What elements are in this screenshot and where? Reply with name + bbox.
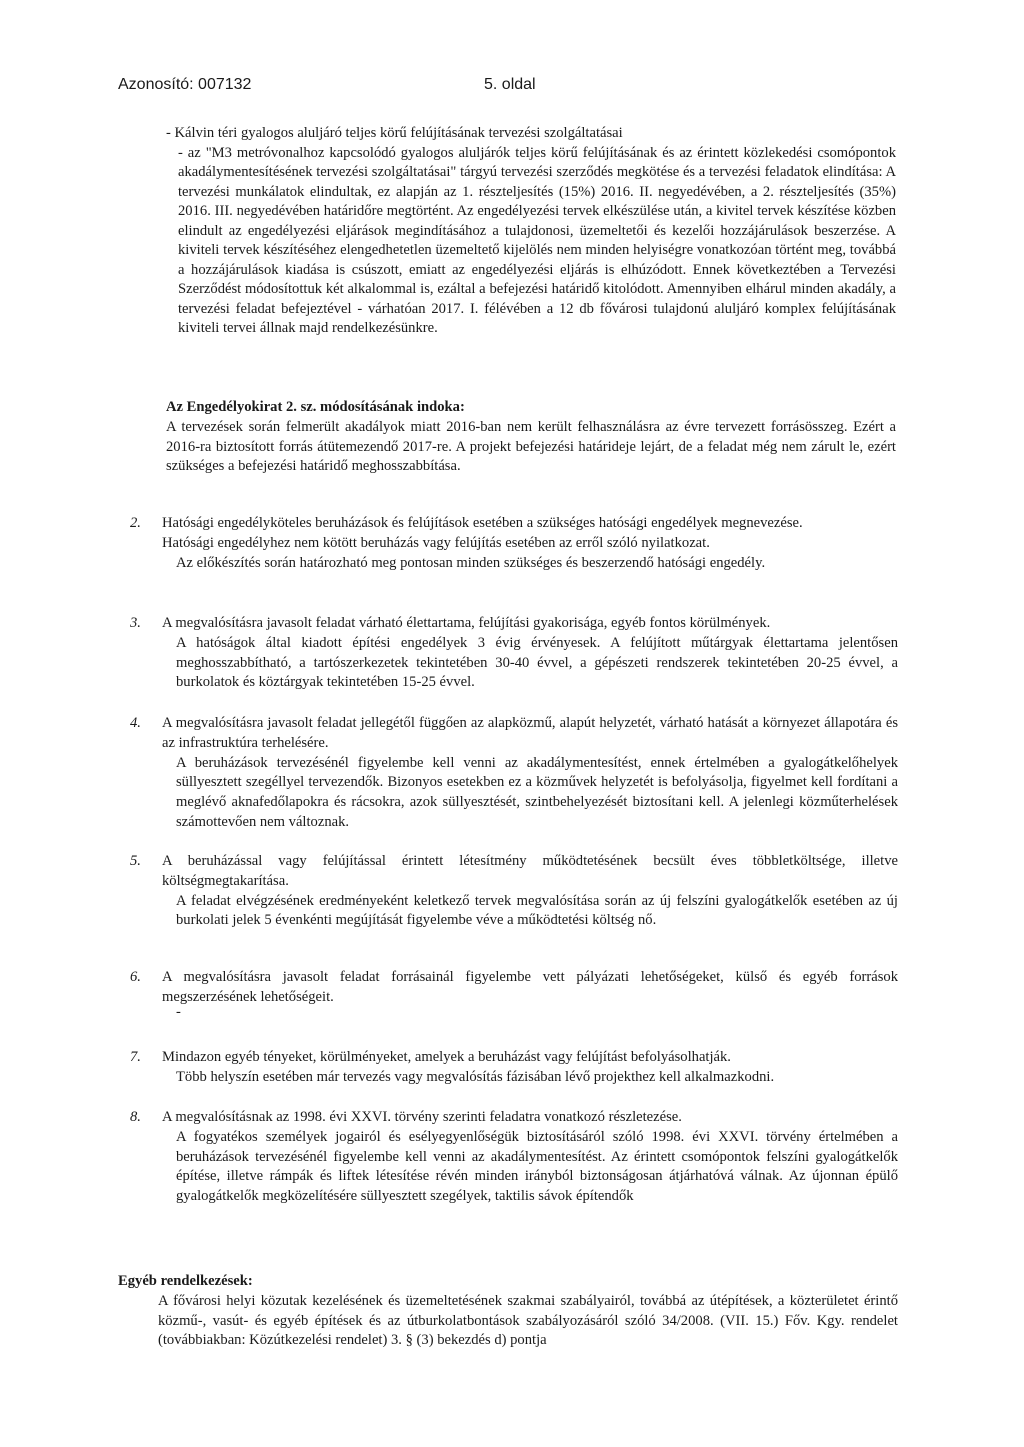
item-number: 2. bbox=[130, 515, 141, 531]
intro-section bbox=[166, 124, 896, 339]
list-item-3 bbox=[118, 614, 898, 693]
item-answer: A feladat elvégzésének eredményeként keletkező tervek megvalósítása során az új felszíni gyalogátkelők esetében az új burkolati jelek 5 évenkénti megújítását figyelembe véve a működtetési költség nő. bbox=[176, 892, 898, 929]
item-answer: Több helyszín esetében már tervezés vagy megvalósítás fázisában lévő projekthez kell alkalmazkodni. bbox=[176, 1068, 775, 1085]
justification-body: A tervezések során felmerült akadályok miatt 2016-ban nem került felhasználásra az évre tervezett forrásösszeg. Ezért a 2016-ra biztosított forrás átütemezendő 2017-re. A projekt befejezési határideje lejárt, de a feladat még nem zárult le, ezért szükséges a befejezési határidő meghosszabbítása. bbox=[166, 418, 896, 475]
intro-line-kalvin: - Kálvin téri gyalogos aluljáró teljes körű felújításának tervezési szolgáltatásai bbox=[166, 125, 623, 141]
other-provisions-section bbox=[118, 1272, 898, 1351]
list-item-8 bbox=[118, 1108, 898, 1207]
item-6-answer-dash: - bbox=[176, 1004, 181, 1020]
list-item-2 bbox=[118, 514, 898, 573]
list-item-5 bbox=[118, 852, 898, 931]
justification-section bbox=[166, 398, 896, 477]
page-number: 5. oldal bbox=[484, 76, 536, 93]
item-question: A megvalósításra javasolt feladat jellegétől függően az alapközmű, alapút helyzetét, várható hatását a környezet állapotára és az infrastruktúra terhelésére. bbox=[162, 715, 898, 751]
list-item-4 bbox=[118, 714, 898, 833]
item-question: A beruházással vagy felújítással érintett létesítmény működtetésének becsült éves többletköltsége, illetve költségmegtakarítása. bbox=[162, 853, 898, 889]
item-number: 5. bbox=[130, 853, 141, 869]
item-question: Hatósági engedélyköteles beruházások és felújítások esetében a szükséges hatósági engedélyek megnevezése. bbox=[162, 515, 803, 531]
list-item-7 bbox=[118, 1048, 898, 1088]
list-item-6 bbox=[118, 968, 898, 1008]
item-question: A megvalósításra javasolt feladat várható élettartama, felújítási gyakorisága, egyéb fontos körülmények. bbox=[162, 615, 771, 631]
item-question: Mindazon egyéb tényeket, körülményeket, amelyek a beruházást vagy felújítást befolyásolhatják. bbox=[162, 1049, 731, 1065]
other-provisions-title: Egyéb rendelkezések: bbox=[118, 1273, 253, 1289]
other-provisions-body: A fővárosi helyi közutak kezelésének és üzemeltetésének szakmai szabályairól, továbbá az útépítések, a közterületet érintő közmű-, vasút- és egyéb építések és az útburkolatbontások szabályozásáról szóló 34/2008. (VII. 15.) Főv. Kgy. rendelet (továbbiakban: Közútkezelési rendelet) 3. § (3) bekezdés d) pontja bbox=[158, 1292, 898, 1349]
item-number: 8. bbox=[130, 1109, 141, 1125]
page-header bbox=[118, 76, 918, 98]
item-number: 7. bbox=[130, 1049, 141, 1065]
item-answer: A hatóságok által kiadott építési engedélyek 3 évig érvényesek. A felújított műtárgyak élettartama jelentősen meghosszabbítható, a tartószerkezetek tekintetében 30-40 évvel, a gépészeti rendszerek tekintetében 20-25 évvel, a burkolatok és köztárgyak tekintetében 15-25 évvel. bbox=[176, 634, 898, 691]
justification-title: Az Engedélyokirat 2. sz. módosításának indoka: bbox=[166, 399, 465, 415]
item-number: 6. bbox=[130, 969, 141, 985]
item-question: A megvalósításra javasolt feladat forrásainál figyelembe vett pályázati lehetőségeket, külső és egyéb források megszerzésének lehetőségeit. bbox=[162, 969, 898, 1005]
item-number: 3. bbox=[130, 615, 141, 631]
item-question-secondary: Hatósági engedélyhez nem kötött beruházás vagy felújítás esetében az erről szóló nyilatkozat. bbox=[162, 534, 710, 551]
item-answer: Az előkészítés során határozható meg pontosan minden szükséges és beszerzendő hatósági engedély. bbox=[176, 554, 766, 571]
document-id: Azonosító: 007132 bbox=[118, 76, 252, 93]
item-answer: A beruházások tervezésénél figyelembe kell venni az akadálymentesítést, ennek értelmében a gyalogátkelőhelyek süllyesztett szegéllyel tervezendők. Bizonyos esetekben ez a közművek helyzetét is befolyásolja, figyelmet kell fordítani a meglévő aknafedőlapokra és rácsokra, azok süllyesztését, szintbehelyezését biztosítani kell. A jelenlegi közműterhelések számottevően nem változnak. bbox=[176, 754, 898, 830]
item-answer: A fogyatékos személyek jogairól és esélyegyenlőségük biztosításáról szóló 1998. évi XXVI. törvény értelmében a beruházások tervezésénél figyelembe kell venni az akadálymentesítést. Az érintett csomópontok felszíni gyalogátkelők építése, illetve rámpák és liftek létesítése révén minden irányból biztonságosan átjárhatóvá válnak. Az újonnan épülő gyalogátkelők megközelítésére süllyesztett szegélyek, taktilis sávok építendők bbox=[176, 1128, 898, 1205]
intro-paragraph-m3: - az "M3 metróvonalhoz kapcsolódó gyalogos aluljárók teljes körű felújításának és az érintett közlekedési csomópontok akadálymentesítésének tervezési szolgáltatásai" tárgyú tervezési szerződés megkötése és a tervezési feladatok elindítása: A tervezési munkálatok elindultak, ez alapján az 1. részteljesítés (15%) 2016. II. negyedévében, a 2. részteljesítés (35%) 2016. III. negyedévében határidőre megtörtént. Az engedélyezési tervek elkészülése után, a kivitel tervek készítése közben elindult az engedélyezési eljárások megindításához a tulajdonosi, üzemeltetői és kezelői hozzájárulások beszerzése. A kiviteli tervek készítéséhez elengedhetetlen üzemeltető kijelölés nem minden helyiségre vonatkozóan történt meg, továbbá a hozzájárulások kiadása is csúszott, emiatt az engedélyezési eljárás is elhúzódott. Ennek következtében a Tervezési Szerződést módosítottuk két alkalommal is, ezáltal a befejezési határidő kitolódott. Amennyiben elhárul minden akadály, a tervezési feladat befejeztével - várhatóan 2017. I. félévében a 12 db fővárosi tulajdonú aluljáró komplex felújításának kiviteli tervei állnak majd rendelkezésünkre. bbox=[178, 144, 896, 336]
item-number: 4. bbox=[130, 715, 141, 731]
item-question: A megvalósításnak az 1998. évi XXVI. törvény szerinti feladatra vonatkozó részletezése. bbox=[162, 1109, 682, 1125]
